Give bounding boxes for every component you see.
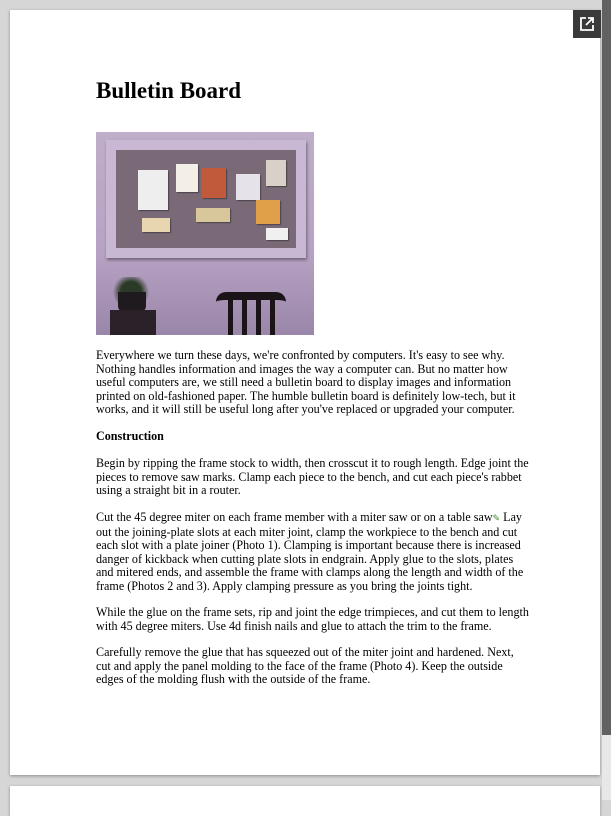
pencil-icon: ✎: [492, 513, 501, 523]
text-line: edges of the molding flush with the outside of the frame.: [96, 672, 371, 687]
text-line: useful computers are, we still need a bulletin board to display images and information: [96, 375, 512, 390]
photo-picture: [256, 200, 280, 224]
photo-note: [176, 164, 198, 192]
photo-pot: [118, 292, 146, 312]
text-line: and mitered ends, and assemble the frame with clamps along the length and width of the: [96, 565, 524, 580]
photo-picture: [202, 168, 226, 198]
text-line: danger of kickback when cutting plate slots in endgrain. Apply glue to the slots, plates: [96, 551, 514, 566]
photo-stand: [110, 310, 156, 335]
scrollbar-thumb[interactable]: [602, 0, 611, 735]
intro-paragraph: [96, 349, 516, 417]
text-line: each slot with a plate joiner (Photo 1). Clamping is important because there is increased: [96, 538, 521, 553]
photo-frame: [106, 140, 306, 258]
text-span: Cut the 45 degree miter on each frame member with a miter saw or on a table saw: [96, 510, 493, 524]
text-line: with 45 degree miters. Use 4d finish nails and glue to attach the trim to the frame.: [96, 618, 492, 633]
photo-picture: [266, 160, 286, 186]
next-page: [10, 786, 600, 816]
text-line: cut and apply the panel molding to the face of the frame (Photo 4). Keep the outside: [96, 658, 503, 673]
paragraph: [96, 646, 514, 687]
text-line: Carefully remove the glue that has squeezed out of the miter joint and hardened. Next,: [96, 645, 514, 659]
text-line: While the glue on the frame sets, rip and joint the edge trimpieces, and cut them to length: [96, 605, 529, 619]
text-line: pieces to remove saw marks. Clamp each piece to the bench, and cut each piece's rabbet: [96, 469, 522, 484]
text-line: frame (Photos 2 and 3). Apply clamping pressure as you bring the joints tight.: [96, 578, 473, 593]
page-title: Bulletin Board: [96, 78, 242, 103]
open-in-new-window-icon: [579, 16, 595, 32]
photo-chair: [216, 292, 286, 335]
text-line: out the joining-plate slots at each miter joint, clamp the workpiece to the bench and cut: [96, 524, 518, 539]
photo-chair-slat: [242, 298, 247, 335]
section-heading: Construction: [96, 429, 164, 443]
photo-note: [236, 174, 260, 200]
text-line: Begin by ripping the frame stock to width, then crosscut it to rough length. Edge joint the: [96, 456, 529, 470]
text-line: Nothing handles information and images the way a computer can. But no matter how: [96, 361, 508, 376]
photo-card: [266, 228, 288, 240]
paragraph: [96, 511, 523, 594]
paragraph: [96, 457, 529, 498]
photo-calendar: [138, 170, 168, 210]
photo-corkboard: [116, 150, 296, 248]
bulletin-board-photo: [96, 132, 314, 335]
photo-chair-slat: [256, 298, 261, 335]
document-page: [10, 10, 600, 775]
open-in-new-window-button[interactable]: [573, 10, 601, 38]
text-line: works, and it will still be useful long after you've replaced or upgraded your computer.: [96, 402, 515, 417]
photo-chair-slat: [228, 298, 233, 335]
photo-chair-slat: [270, 298, 275, 335]
photo-card: [142, 218, 170, 232]
scrollbar[interactable]: [602, 0, 611, 800]
text-line: using a straight bit in a router.: [96, 483, 241, 498]
text-span: Lay: [500, 510, 522, 524]
paragraph: [96, 606, 529, 633]
text-line: [96, 511, 523, 526]
text-line: printed on old-fashioned paper. The humble bulletin board is definitely low-tech, but it: [96, 388, 516, 403]
photo-card: [196, 208, 230, 222]
text-line: Everywhere we turn these days, we're confronted by computers. It's easy to see why.: [96, 348, 505, 362]
